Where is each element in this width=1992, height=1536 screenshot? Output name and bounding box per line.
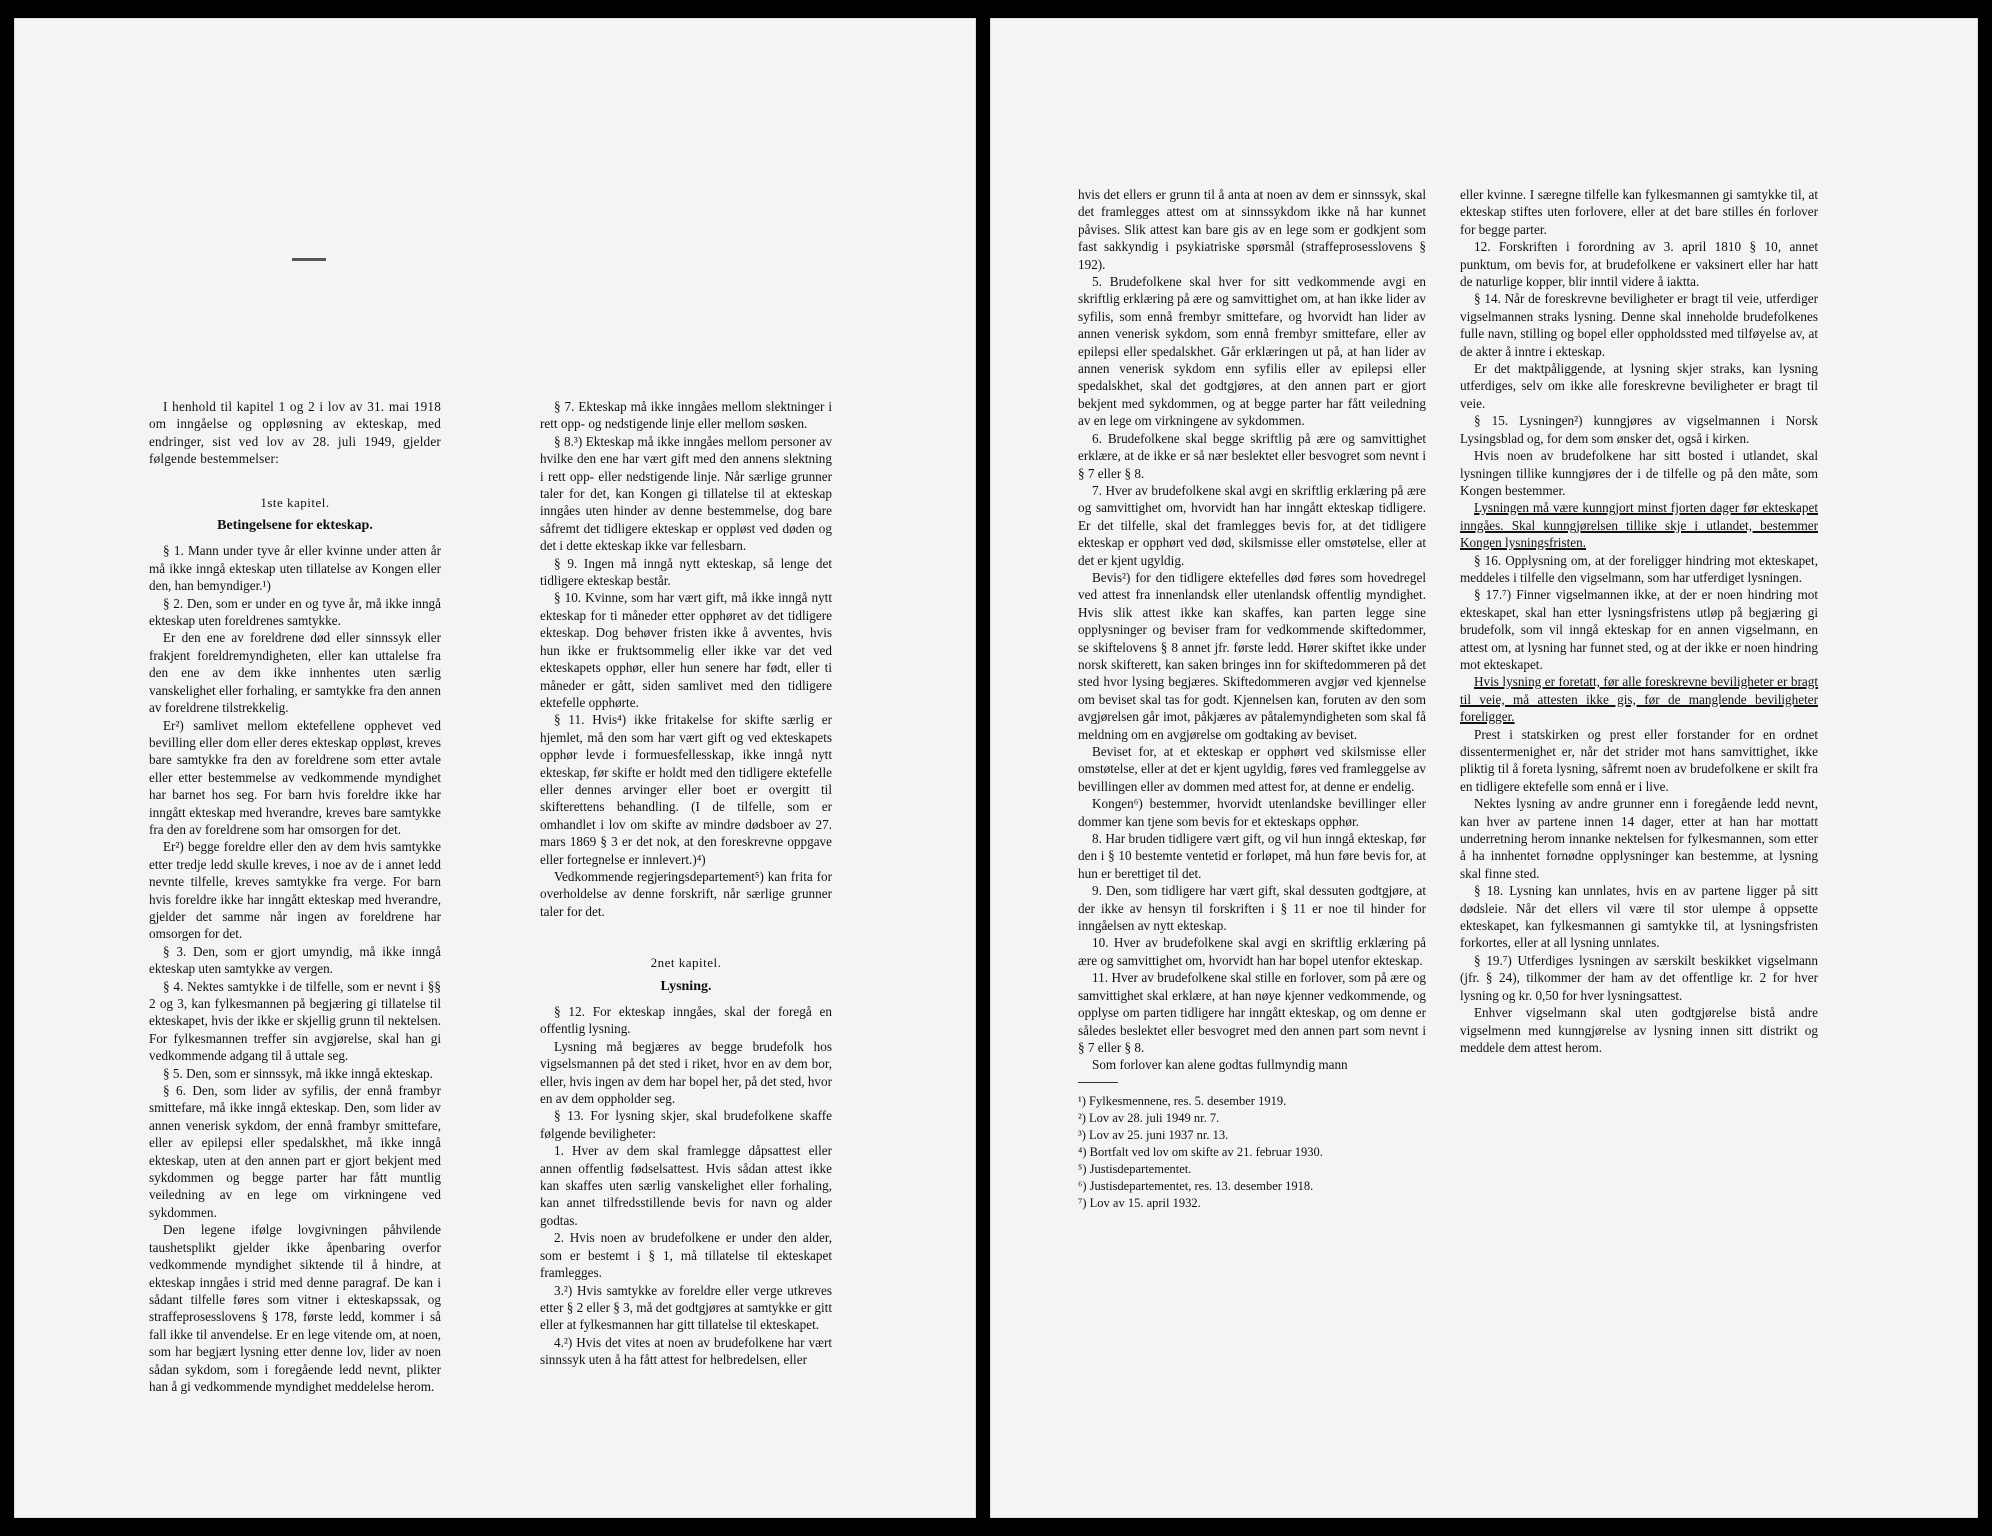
paragraph: § 17.⁷) Finner vigselmannen ikke, at der er noen hindring mot ekteskapet, skal han etter lysningsfristens utløp på begjæring gi brudefolk, som vil inngå ekteskap for en annen vigselmann, en attest om, at lysning har funnet sted, og at der ikke er noen hindring mot ekteskapet.: [1460, 587, 1818, 672]
paragraph: Er²) begge foreldre eller den av dem hvis samtykke etter tredje ledd skulle kreves, i noe av de i annet ledd nevnte tilfelle, kreves samtykke fra verge. For barn hvis foreldre ikke har inngått ekteskap med hverandre, gjelder det samme når ingen av foreldrene har omsorgen for det.: [149, 839, 441, 942]
left-column-1: [149, 398, 441, 1395]
underlined-paragraph: Hvis lysning er foretatt, før alle foreskrevne beviligheter er bragt til veie, må attesten ikke gis, før de manglende beviligheter foreligger.: [1460, 674, 1818, 725]
intro-paragraph: I henhold til kapitel 1 og 2 i lov av 31. mai 1918 om inngåelse og oppløsning av ekteskap, med endringer, sist ved lov av 28. juli 1949, gjelder følgende bestemmelser:: [149, 399, 441, 467]
paragraph: Enhver vigselmann skal uten godtgjørelse bistå andre vigselmenn med kunngjørelse av lysning innen sitt distrikt og meddele dem attest herom.: [1460, 1005, 1818, 1055]
paragraph: 9. Den, som tidligere har vært gift, skal dessuten godtgjøre, at der ikke av hensyn til forskriften i § 11 er noe til hinder for inngåelsen av nytt ekteskap.: [1078, 883, 1426, 934]
paragraph: Er det maktpåliggende, at lysning skjer straks, kan lysning utferdiges, selv om ikke alle foreskrevne beviligheter er bragt til veie.: [1460, 361, 1818, 411]
underlined-paragraph: Lysningen må være kunngjort minst fjorten dager før ekteskapet inngåes. Skal kunngjørelsen tillike skje i utlandet, bestemmer Kongen lysningsfristen.: [1460, 500, 1818, 551]
paragraph: § 13. For lysning skjer, skal brudefolkene skaffe følgende beviligheter:: [540, 1108, 832, 1141]
paragraph: eller kvinne. I særegne tilfelle kan fylkesmannen gi samtykke til, at ekteskap stiftes uten forlovere, eller at det bare stilles én forlover for begge parter.: [1460, 187, 1818, 237]
paragraph: 7. Hver av brudefolkene skal avgi en skriftlig erklæring på ære og samvittighet om, hvorvidt han har inngått ekteskap tidligere. Er det tilfelle, skal det framlegges bevis for, at det tidligere ekteskap er opphørt ved død, skilsmisse eller omstøtelse, eller at det er kjent ugyldig.: [1078, 482, 1426, 568]
paragraph: § 8.³) Ekteskap må ikke inngåes mellom personer av hvilke den ene har vært gift med den annens slektning i rett opp- eller nedstigende linje. Når særlige grunner taler for det, kan Kongen gi tillatelse til at ekteskap inngåes uten hinder av denne bestemmelse, dog bare såfremt det tidligere ekteskap er oppløst ved døden og det i dette ekteskap ikke var fellesbarn.: [540, 433, 832, 554]
paragraph: Nektes lysning av andre grunner enn i foregående ledd nevnt, kan hver av partene innen 14 dager, etter at han har mottatt underretning herom innanke nektelsen for fylkesmannen, som etter å ha innhentet fornødne opplysninger kan bestemme, at lysning skal finne sted.: [1460, 796, 1818, 881]
paragraph: Den legene ifølge lovgivningen påhvilende taushetsplikt gjelder ikke åpenbaring overfor vedkommende myndighet siktende til å hindre, at ekteskap inngåes i strid med denne paragraf. De kan i sådant tilfelle føres som vitner i ekteskapssak, og straffeprosesslovens § 178, første ledd, kommer i så fall ikke til anvendelse. Er en lege vitende om, at noen, som har begjært lysning etter denne lov, lider av noen sådan sykdom, som i foregående ledd nevnt, plikter han å gi vedkommende myndighet meddelelse herom.: [149, 1222, 441, 1394]
paragraph: § 19.⁷) Utferdiges lysningen av særskilt beskikket vigselmann (jfr. § 24), tilkommer der ham av det offentlige kr. 2 for hver lysning og kr. 0,50 for hver lysningsattest.: [1460, 952, 1818, 1003]
pencil-mark: [292, 258, 326, 261]
paragraph: Kongen⁶) bestemmer, hvorvidt utenlandske bevillinger eller dommer kan tjene som bevis for et ekteskaps opphør.: [1078, 796, 1426, 829]
paragraph: § 7. Ekteskap må ikke inngåes mellom slektninger i rett opp- og nedstigende linje eller mellom søsken.: [540, 399, 832, 432]
paragraph: § 2. Den, som er under en og tyve år, må ikke inngå ekteskap uten foreldrenes samtykke.: [149, 595, 441, 629]
paragraph: § 9. Ingen må inngå nytt ekteskap, så lenge det tidligere ekteskap består.: [540, 555, 832, 589]
right-column-1: [1078, 186, 1426, 1212]
paragraph: § 1. Mann under tyve år eller kvinne under atten år må ikke inngå ekteskap uten tillatelse av Kongen eller den, han bemyndiger.¹): [149, 543, 441, 594]
right-page: [990, 18, 1978, 1518]
paragraph: Er²) samlivet mellom ektefellene opphevet ved bevilling eller dom eller deres ekteskap oppløst, kreves bare samtykke fra den av foreldrene som etter avtale eller etter bestemmelse av vedkommende myndighet har barnet hos seg. For barn hvis foreldre ikke har inngått ekteskap med hverandre, kreves bare samtykke fra den av foreldrene som har omsorgen for det.: [149, 717, 441, 837]
chapter-2-heading: 2net kapitel.: [650, 955, 722, 971]
chapter-1-heading: 1ste kapitel.: [260, 494, 330, 510]
paragraph: 8. Har bruden tidligere vært gift, og vil hun inngå ekteskap, før den i § 10 bestemte ventetid er forløpet, må hun føre bevis for, at hun er berettiget til det.: [1078, 831, 1426, 881]
paragraph: 10. Hver av brudefolkene skal avgi en skriftlig erklæring på ære og samvittighet om, hvorvidt han har bopel utenfor ekteskap.: [1078, 935, 1426, 968]
paragraph: § 6. Den, som lider av syfilis, der ennå frambyr smittefare, må ikke inngå ekteskap. Den, som lider av annen venerisk sykdom, der ennå frambyr smittefare, eller av epilepsi eller spedalskhet, må ikke inngå ekteskap, uten at den annen part er gjort bekjent med sykdommen og begge parter har fått muntlig veiledning av en lege om virkningene ved sykdommen.: [149, 1083, 441, 1220]
footnote: ⁵) Justisdepartementet.: [1078, 1161, 1192, 1176]
footnote: ¹) Fylkesmennene, res. 5. desember 1919.: [1078, 1093, 1287, 1108]
paragraph: 5. Brudefolkene skal hver for sitt vedkommende avgi en skriftlig erklæring på ære og samvittighet om, at han ikke lider av syfilis, som ennå frembyr smittefare, og hvorvidt han lider av annen venerisk sykdom, som ennå frembyr smittefare, eller av epilepsi eller spedalskhet. Går erklæringen ut på, at han lider av annen venerisk sykdom enn syfilis eller av epilepsi eller spedalskhet, skal det godtgjøres, at den annen part er gjort bekjent med sykdommen, og at begge parter har fått veiledning av en lege om virkningene av sykdommen.: [1078, 274, 1426, 429]
paragraph: § 10. Kvinne, som har vært gift, må ikke inngå nytt ekteskap for ti måneder etter opphøret av det tidligere ekteskap. Dog behøver fristen ikke å avventes, hvis hun ikke er fruktsommelig eller ikke var det ved ekteskapets opphør, eller hun senere har født, eller ti måneder er gått, siden samlivet med den tidligere ektefelle opphørte.: [540, 590, 832, 710]
paragraph: 1. Hver av dem skal framlegge dåpsattest eller annen offentlig fødselsattest. Hvis sådan attest ikke kan skaffes uten særlig vanskelighet eller forhaling, kan annet tilfredsstillende bevis for navn og alder godtas.: [540, 1143, 832, 1228]
paragraph: 2. Hvis noen av brudefolkene er under den alder, som er bestemt i § 1, må tillatelse til ekteskapet framlegges.: [540, 1230, 832, 1281]
paragraph: Lysning må begjæres av begge brudefolk hos vigselsmannen på det sted i riket, hvor en av dem bor, eller, hvis ingen av dem har bopel her, på det sted, hvor en av dem oppholder seg.: [540, 1038, 832, 1107]
paragraph: Bevis²) for den tidligere ektefelles død føres som hovedregel ved attest fra innenlandsk eller utenlandsk offentlig myndighet. Hvis slik attest ikke kan skaffes, kan parten legge sine opplysninger og beviser fram for vedkommende skiftedommer, se skiftelovens § 8 annet jfr. første ledd. Hører skiftet ikke under norsk skifterett, kan saken bringes inn for skiftedommeren på det sted hvor lysing begjæres. Skiftedommeren avgjør ved kjennelse om beviset skal tas for godt. Kjennelsen kan, foruten av den som avgjørelsen går imot, påkjæres av påtalemyndigheten som skal få meldning om en avgjørelse om godtaking av beviset.: [1078, 569, 1426, 742]
left-column-2: [540, 398, 832, 1369]
right-column-2: [1460, 186, 1818, 1056]
paragraph: § 18. Lysning kan unnlates, hvis en av partene ligger på sitt dødsleie. Når det ellers vil være til stor ulempe å oppsette ekteskapet, kan fylkesmannen gi samtykke til, at lysningsfristen forkortes, eller at all lysning unnlates.: [1460, 883, 1818, 951]
paragraph: 4.²) Hvis det vites at noen av brudefolkene har vært sinnssyk uten å ha fått attest for helbredelsen, eller: [540, 1334, 832, 1368]
paragraph: Er den ene av foreldrene død eller sinnssyk eller frakjent foreldremyndigheten, eller kan uttalelse fra den ene av dem ikke innhentes uten særlig vanskelighet eller forhaling, er samtykke fra den annen av foreldrene tilstrekkelig.: [149, 630, 441, 716]
paragraph: Beviset for, at et ekteskap er opphørt ved skilsmisse eller omstøtelse, eller at det er kjent ugyldig, føres ved framleggelse av bevillingen eller av dommen med attest for, at denne er endelig.: [1078, 744, 1426, 794]
paragraph: § 4. Nektes samtykke i de tilfelle, som er nevnt i §§ 2 og 3, kan fylkesmannen på begjæring gi tillatelse til ekteskapet, hvis der ikke er skjellig grunn til nektelsen. For fylkesmannen treffer sin avgjørelse, skal han gi vedkommende adgang til å uttale seg.: [149, 978, 441, 1064]
paragraph: Hvis noen av brudefolkene har sitt bosted i utlandet, skal lysningen tillike kunngjøres der i de tilfelle og på den måte, som Kongen bestemmer.: [1460, 448, 1818, 498]
paragraph: § 3. Den, som er gjort umyndig, må ikke inngå ekteskap uten samtykke av vergen.: [149, 943, 441, 977]
left-page: [14, 18, 976, 1518]
paragraph: 12. Forskriften i forordning av 3. april 1810 § 10, annet punktum, om bevis for, at brudefolkene er vaksinert eller har hatt de naturlige kopper, blir inntil videre å iaktta.: [1460, 239, 1818, 290]
paragraph: § 16. Opplysning om, at der foreligger hindring mot ekteskapet, meddeles i tilfelle den vigselmann, som har utferdiget lysningen.: [1460, 552, 1818, 585]
footnote: ⁶) Justisdepartementet, res. 13. desember 1918.: [1078, 1178, 1314, 1193]
footnotes: [1078, 1082, 1426, 1212]
paragraph: Vedkommende regjeringsdepartement⁵) kan frita for overholdelse av denne forskrift, når særlige grunner taler for det.: [540, 868, 832, 919]
chapter-2-title: Lysning.: [660, 978, 712, 994]
paragraph: § 14. Når de foreskrevne beviligheter er bragt til veie, utferdiger vigselmannen straks lysning. Denne skal inneholde brudefolkenes fulle navn, stilling og bopel eller oppholdssted med tilføyelse av, at de akter å inntre i ekteskap.: [1460, 291, 1818, 359]
footnote: ²) Lov av 28. juli 1949 nr. 7.: [1078, 1110, 1220, 1125]
paragraph: § 11. Hvis⁴) ikke fritakelse for skifte særlig er hjemlet, må den som har vært gift og ved ekteskapets opphør levde i formuesfellesskap, ikke inngå nytt ekteskap, før skifte er holdt med den tidligere ektefelle eller dennes arvinger eller boet er overgitt til skifterettens behandling. (I de tilfelle, som er omhandlet i lov om skifte av mindre dødsboer av 27. mars 1869 § 3 er det nok, at den foreskrevne oppgave eller fortegnelse er innlevert.)⁴): [540, 712, 832, 867]
paragraph: Som forlover kan alene godtas fullmyndig mann: [1092, 1057, 1348, 1073]
paragraph: 6. Brudefolkene skal begge skriftlig på ære og samvittighet erklære, at de ikke er så nær beslektet eller besvogret som nevnt i § 7 eller § 8.: [1078, 430, 1426, 481]
paragraph: Prest i statskirken og prest eller forstander for en ordnet dissentermenighet er, når det strider mot hans samvittighet, ikke pliktig til å foreta lysning, såfremt noen av brudefolkene er skilt fra en tidligere ektefelle som ennå er i live.: [1460, 726, 1818, 794]
paragraph: § 5. Den, som er sinnssyk, må ikke inngå ekteskap.: [163, 1065, 433, 1081]
paragraph: hvis det ellers er grunn til å anta at noen av dem er sinnssyk, skal det framlegges attest om at sinnssykdom ikke nå har kunnet påvises. Slik attest kan bare gis av en lege som er godkjent som fast sakkyndig i psykiatriske spørsmål (straffeprosesslovens § 192).: [1078, 187, 1426, 272]
paragraph: 3.²) Hvis samtykke av foreldre eller verge utkreves etter § 2 eller § 3, må det godtgjøres at samtykke er gitt eller at fylkesmannen har gitt tillatelse til ekteskapet.: [540, 1282, 832, 1333]
footnote: ⁷) Lov av 15. april 1932.: [1078, 1195, 1201, 1210]
paragraph: § 15. Lysningen²) kunngjøres av vigselmannen i Norsk Lysingsblad og, for dem som ønsker det, også i kirken.: [1460, 413, 1818, 446]
footnote-rule: [1078, 1082, 1118, 1083]
footnote: ⁴) Bortfalt ved lov om skifte av 21. februar 1930.: [1078, 1144, 1323, 1159]
footnote: ³) Lov av 25. juni 1937 nr. 13.: [1078, 1127, 1229, 1142]
paragraph: 11. Hver av brudefolkene skal stille en forlover, som på ære og samvittighet skal erklære, at han nøye kjenner vedkommende, og opplyse om parten tidligere har inngått ekteskap, og om denne er således beslektet eller besvogret med den annen part som nevnt i § 7 eller § 8.: [1078, 970, 1426, 1055]
paragraph: § 12. For ekteskap inngåes, skal der foregå en offentlig lysning.: [540, 1004, 832, 1037]
chapter-1-title: Betingelsene for ekteskap.: [217, 518, 373, 534]
